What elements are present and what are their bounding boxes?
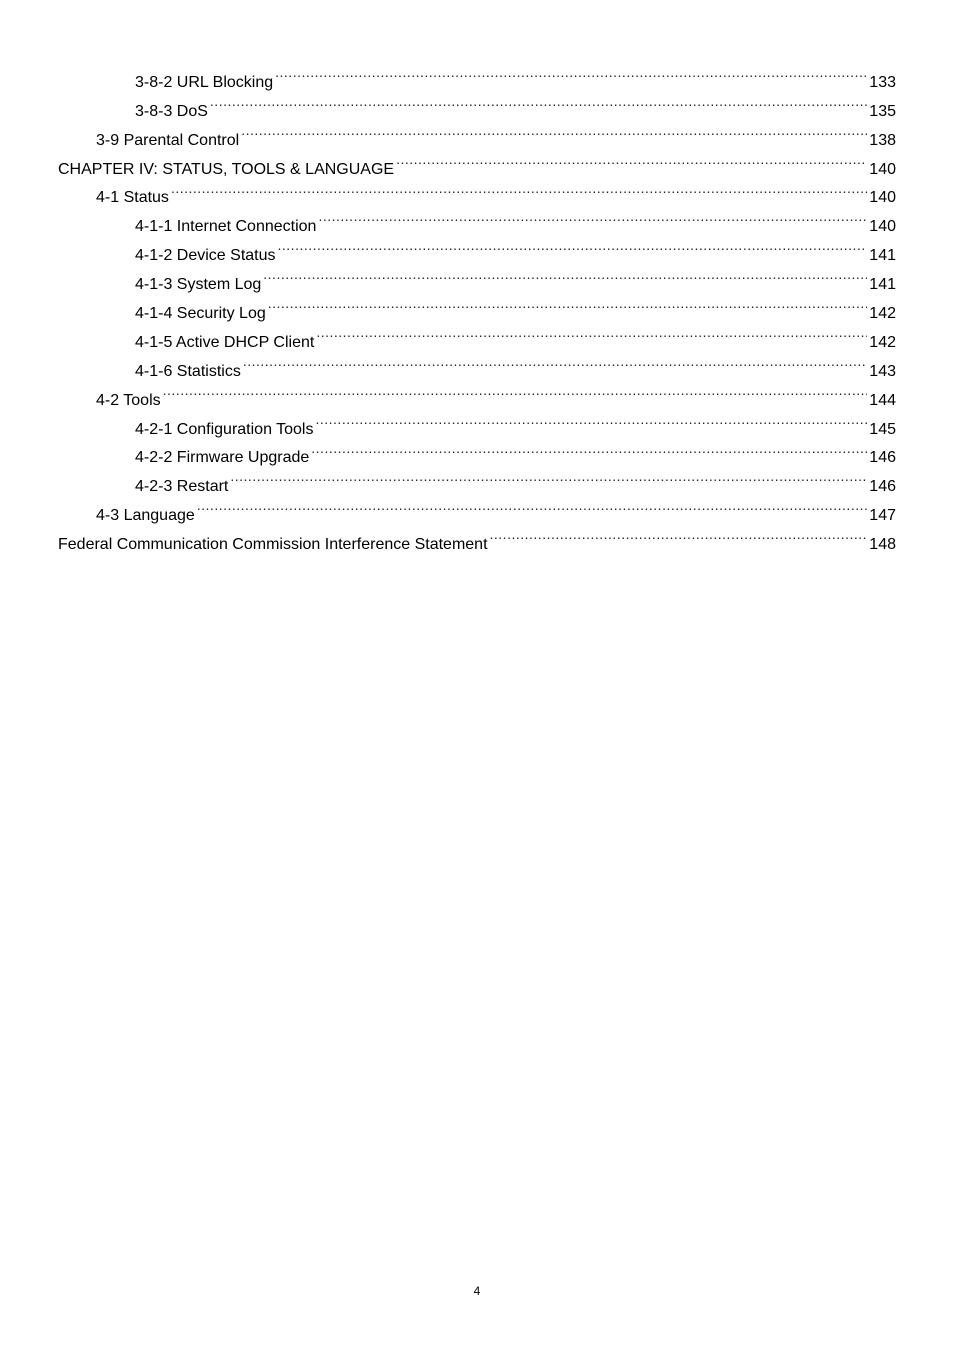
toc-leader-dots bbox=[315, 405, 867, 434]
toc-leader-dots bbox=[278, 231, 868, 260]
toc-entry-page: 141 bbox=[869, 276, 896, 294]
toc-leader-dots bbox=[241, 116, 867, 145]
toc-entry-title: 4-2-2 Firmware Upgrade bbox=[135, 449, 310, 467]
toc-leader-dots bbox=[396, 145, 867, 174]
toc-leader-dots bbox=[275, 58, 867, 87]
toc-leader-dots bbox=[311, 434, 867, 463]
toc-entry-title: 4-2-3 Restart bbox=[135, 478, 229, 496]
toc-entry-page: 145 bbox=[869, 420, 896, 438]
toc-entry-title: 4-1-1 Internet Connection bbox=[135, 218, 317, 236]
toc-entry-title: 4-1-5 Active DHCP Client bbox=[135, 333, 315, 351]
toc-entry-page: 146 bbox=[869, 449, 896, 467]
toc-entry-page: 135 bbox=[869, 102, 896, 120]
toc-entry-page: 147 bbox=[869, 507, 896, 525]
toc-entry-page: 146 bbox=[869, 478, 896, 496]
toc-entry-title: 4-1-4 Security Log bbox=[135, 305, 266, 323]
toc-entry-title: 4-2 Tools bbox=[96, 391, 161, 409]
page-number: 4 bbox=[473, 1284, 481, 1298]
toc-entry-page: 142 bbox=[869, 333, 896, 351]
toc-entry-page: 143 bbox=[869, 362, 896, 380]
toc-entry-page: 138 bbox=[869, 131, 896, 149]
toc-entry-page: 140 bbox=[869, 189, 896, 207]
toc-entry-page: 148 bbox=[869, 536, 896, 554]
toc-entry-page: 144 bbox=[869, 391, 896, 409]
toc-leader-dots bbox=[243, 347, 867, 376]
toc-entry-page: 140 bbox=[869, 218, 896, 236]
toc-leader-dots bbox=[197, 491, 868, 520]
toc-entry-title: 3-8-3 DoS bbox=[135, 102, 208, 120]
toc-entry-title: 4-1 Status bbox=[96, 189, 169, 207]
toc-entry-title: 4-1-6 Statistics bbox=[135, 362, 241, 380]
toc-entry-status[interactable] bbox=[58, 174, 896, 207]
table-of-contents bbox=[58, 58, 896, 554]
toc-leader-dots bbox=[263, 260, 867, 289]
toc-leader-dots bbox=[490, 520, 868, 549]
toc-entry-internet-connection[interactable] bbox=[58, 202, 896, 236]
toc-entry-title: 4-1-2 Device Status bbox=[135, 247, 276, 265]
toc-leader-dots bbox=[268, 289, 868, 318]
toc-entry-title: 4-2-1 Configuration Tools bbox=[135, 420, 314, 438]
toc-entry-page: 133 bbox=[869, 73, 896, 91]
toc-leader-dots bbox=[171, 174, 867, 203]
toc-entry-title: 3-8-2 URL Blocking bbox=[135, 73, 274, 91]
toc-entry-page: 142 bbox=[869, 305, 896, 323]
toc-entry-page: 141 bbox=[869, 247, 896, 265]
toc-leader-dots bbox=[230, 462, 867, 491]
toc-entry-page: 140 bbox=[869, 160, 896, 178]
toc-entry-title: 4-1-3 System Log bbox=[135, 276, 262, 294]
toc-entry-title: Federal Communication Commission Interference Statement bbox=[58, 536, 488, 554]
toc-entry-tools[interactable] bbox=[58, 376, 896, 409]
toc-leader-dots bbox=[163, 376, 868, 405]
toc-entry-url-blocking[interactable] bbox=[58, 58, 896, 91]
toc-entry-title: 3-9 Parental Control bbox=[96, 131, 240, 149]
toc-leader-dots bbox=[316, 318, 867, 347]
toc-entry-title: CHAPTER IV: STATUS, TOOLS & LANGUAGE bbox=[58, 160, 395, 178]
toc-entry-configuration-tools[interactable] bbox=[58, 405, 896, 438]
toc-leader-dots bbox=[318, 202, 867, 231]
toc-entry-title: 4-3 Language bbox=[96, 507, 195, 525]
toc-leader-dots bbox=[210, 87, 867, 116]
